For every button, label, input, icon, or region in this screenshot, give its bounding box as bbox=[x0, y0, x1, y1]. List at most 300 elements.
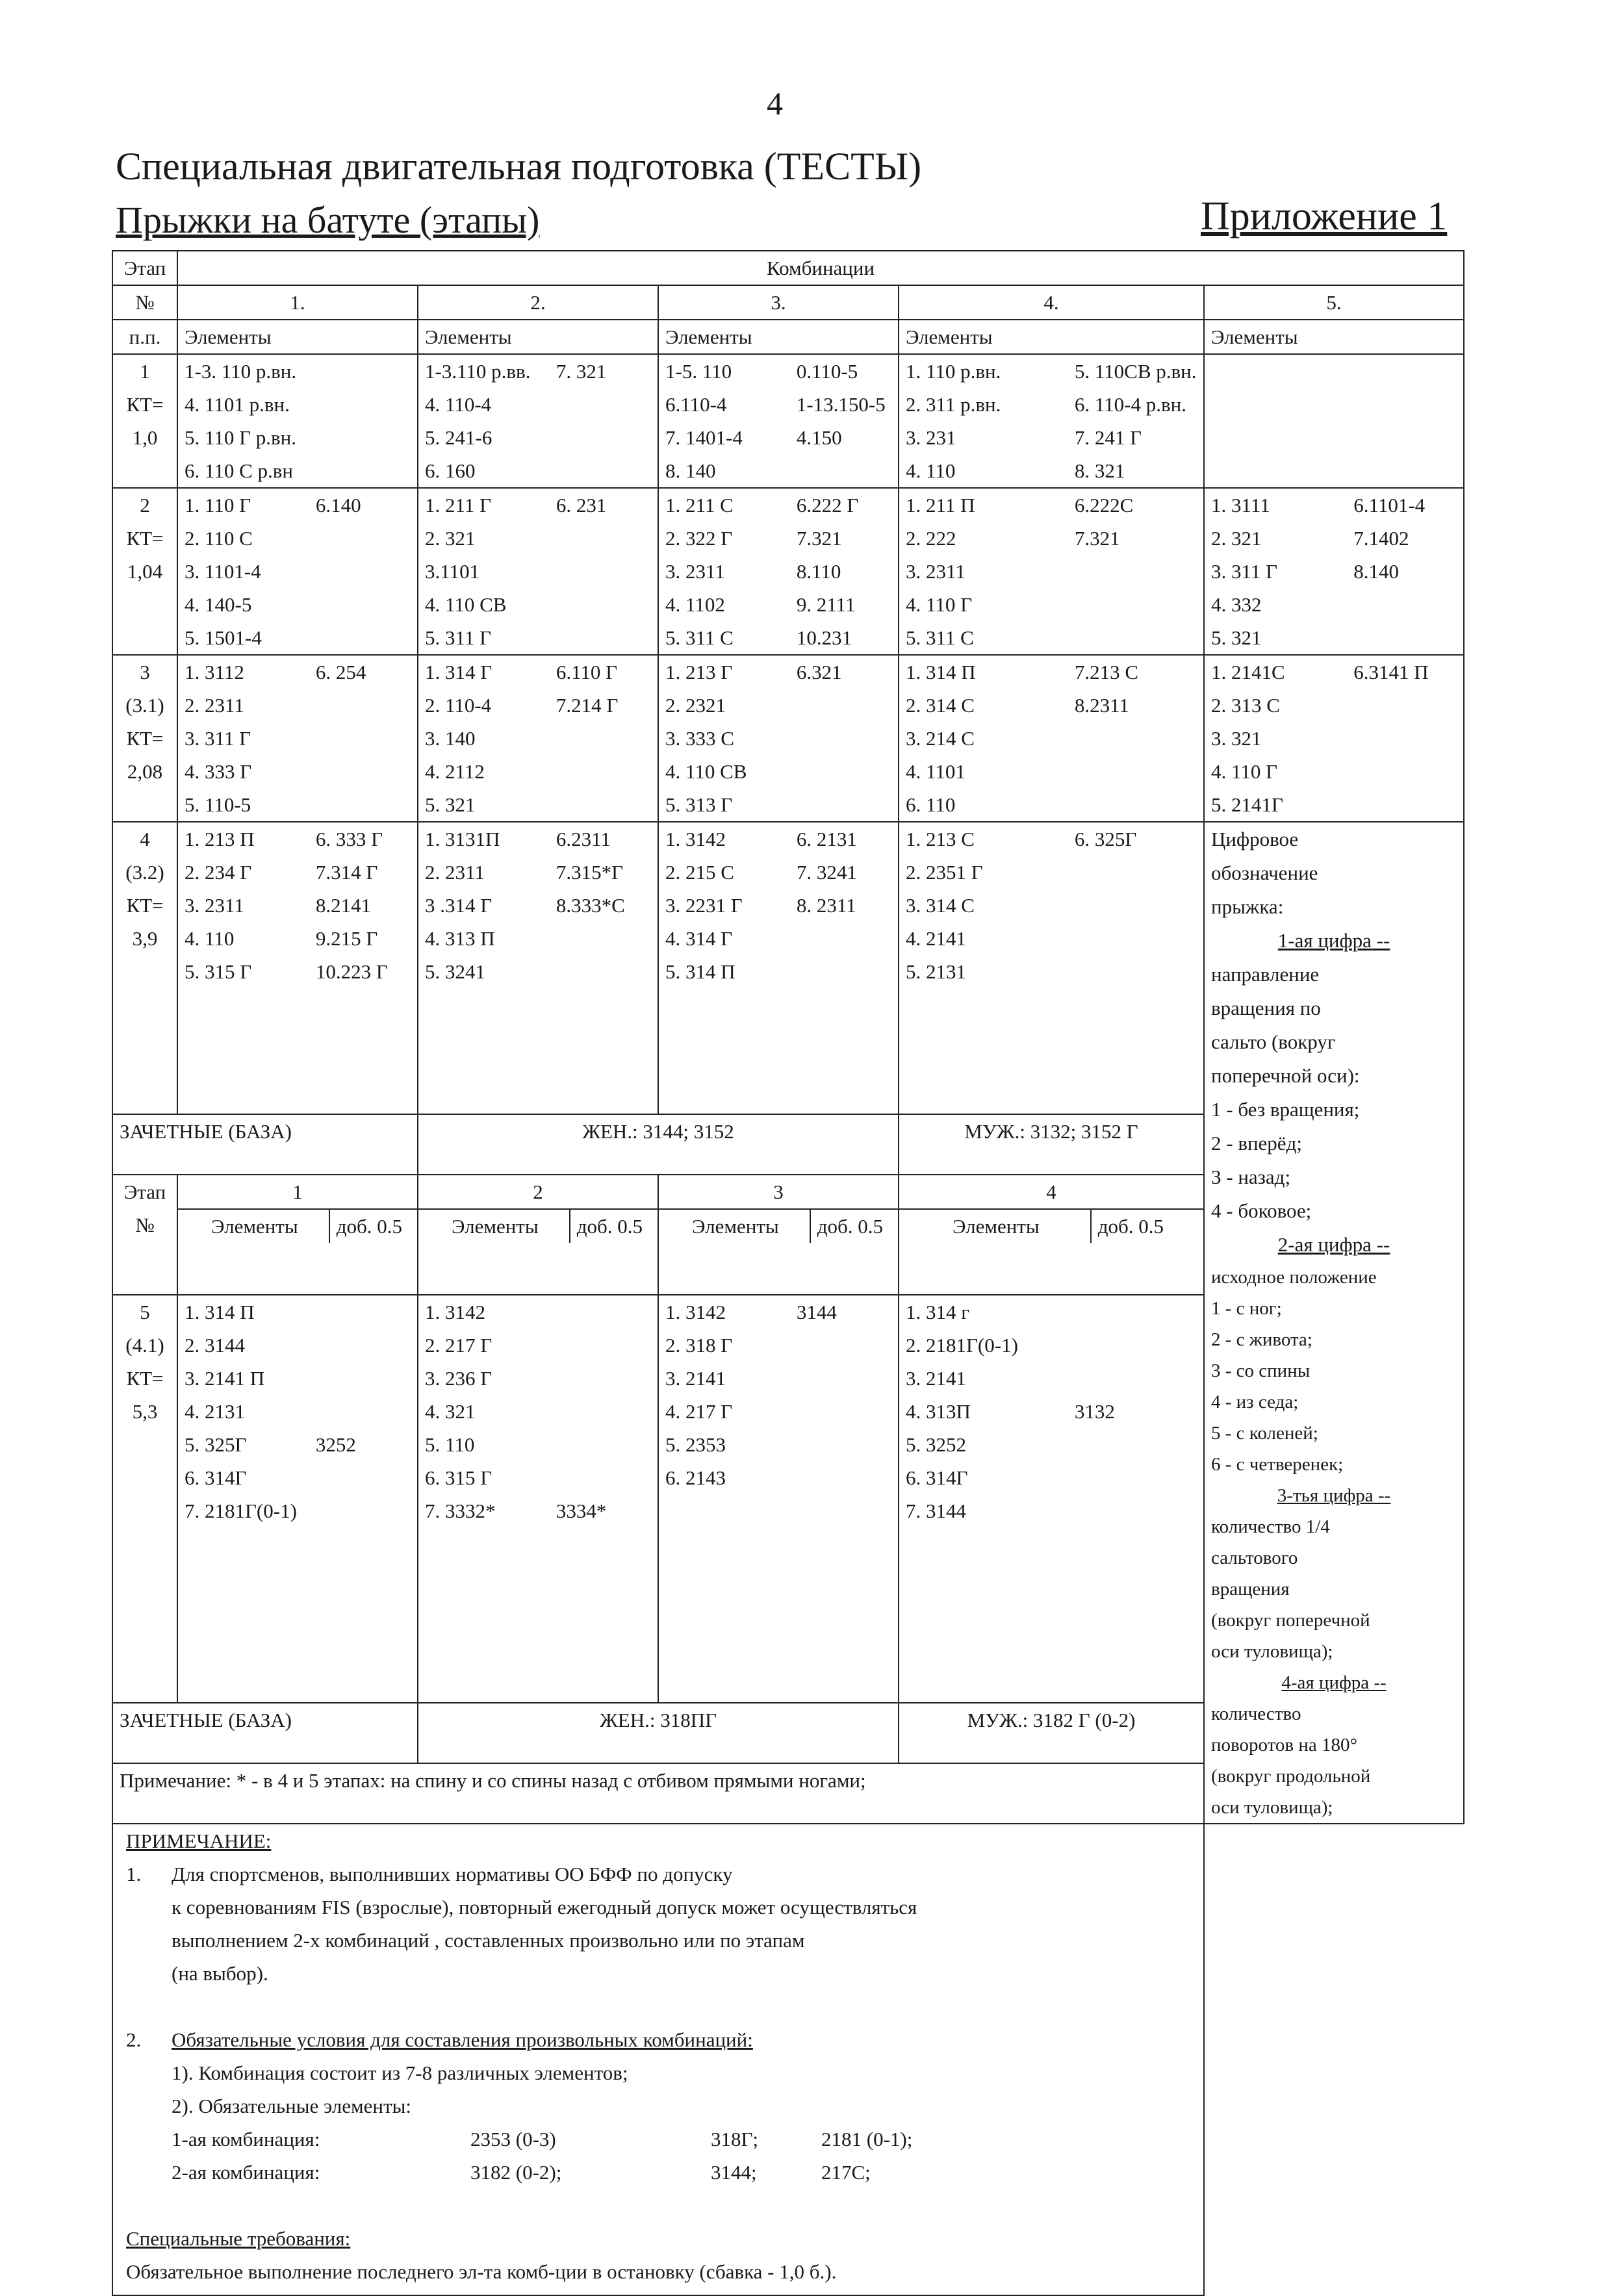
stage5-line bbox=[185, 1461, 411, 1494]
stage-line bbox=[425, 489, 651, 522]
elements-label: Элементы bbox=[1204, 320, 1464, 354]
stage-line bbox=[665, 421, 891, 454]
element-code: 1. 3142 bbox=[425, 1301, 485, 1324]
element-code: 5. 313 Г bbox=[665, 793, 733, 816]
page-subtitle: Прыжки на батуте (этапы) bbox=[116, 199, 540, 241]
element-code: 1. 211 П bbox=[906, 494, 975, 517]
spacer bbox=[126, 2189, 1190, 2222]
element-code: 1. 110 Г bbox=[185, 494, 251, 517]
element-code: 9.215 Г bbox=[315, 927, 378, 950]
element-code: 4. 333 Г bbox=[185, 760, 252, 783]
legend-line: 1-ая цифра -- bbox=[1277, 929, 1390, 952]
stage-label-line: (4.1) bbox=[125, 1334, 164, 1357]
element-code: 1. 3111 bbox=[1211, 494, 1270, 517]
stage-cell bbox=[1204, 488, 1464, 655]
stage-line bbox=[906, 522, 1197, 555]
header-pp: п.п. bbox=[112, 320, 177, 354]
zach-women: ЖЕН.: 318ПГ bbox=[418, 1703, 899, 1763]
combo-number: 2. bbox=[418, 285, 658, 320]
stage5-line bbox=[185, 1329, 411, 1362]
legend-line: обозначение bbox=[1211, 861, 1318, 884]
combo-number: 2 bbox=[533, 1180, 543, 1203]
element-code: 5. 315 Г bbox=[185, 960, 252, 983]
stage-line bbox=[425, 755, 651, 788]
element-code: 4.150 bbox=[796, 426, 842, 449]
legend-line: 4 - из седа; bbox=[1211, 1392, 1299, 1412]
element-code: 3. 2311 bbox=[665, 560, 725, 583]
element-code: 2. 2311 bbox=[425, 861, 485, 884]
remark-1-text bbox=[172, 1857, 917, 1990]
element-code: 7.1402 bbox=[1353, 527, 1409, 550]
stage5-line bbox=[906, 1329, 1197, 1362]
stage-line bbox=[425, 588, 651, 621]
element-code: 3. 214 С bbox=[906, 727, 975, 750]
stage-line bbox=[1211, 522, 1457, 555]
stage5-line bbox=[425, 1295, 651, 1329]
element-code: 4. 110 СВ bbox=[425, 593, 507, 616]
element-code: 7. 3144 bbox=[906, 1499, 966, 1523]
element-code: 5. 110СВ р.вн. bbox=[1074, 360, 1197, 383]
page-number: 4 bbox=[767, 85, 783, 121]
stage-line bbox=[1211, 489, 1457, 522]
element-code: 5. 325Г bbox=[185, 1433, 247, 1457]
combo-number: 4. bbox=[899, 285, 1204, 320]
stage5-line bbox=[906, 1494, 1197, 1527]
element-code: 6. 325Г bbox=[1074, 828, 1137, 850]
stage-line bbox=[665, 722, 891, 755]
element-code: 3. 333 С bbox=[665, 727, 734, 750]
remark-line: к соревнованиям FIS (взрослые), повторный ежегодный допуск может осуществляться bbox=[172, 1896, 917, 1919]
stage-label-line: 1,04 bbox=[127, 560, 163, 583]
remark-2 bbox=[126, 2023, 1190, 2189]
mandatory-combination bbox=[172, 2156, 1016, 2189]
element-code: 4. 1101 bbox=[906, 760, 966, 783]
stage-line bbox=[665, 454, 891, 487]
remark-line: Для спортсменов, выполнивших нормативы ОО БФФ по допуску bbox=[172, 1863, 733, 1885]
stage-line bbox=[906, 489, 1197, 522]
header-stage: Этап bbox=[112, 251, 177, 285]
element-code: 4. 2141 bbox=[906, 927, 966, 950]
stage-line bbox=[906, 588, 1197, 621]
legend-line: 6 - с четверенек; bbox=[1211, 1454, 1344, 1475]
zach-men: МУЖ.: 3132; 3152 Г bbox=[899, 1114, 1204, 1175]
stage-line bbox=[665, 588, 891, 621]
stage-line bbox=[906, 889, 1197, 922]
stage-line bbox=[425, 922, 651, 955]
element-code: 6.3141 П bbox=[1353, 661, 1429, 683]
element-code: 5. 311 С bbox=[906, 626, 974, 649]
element-code: 7. 3332* bbox=[425, 1499, 496, 1523]
element-code: 1. 3131П bbox=[425, 828, 500, 850]
stage-label-line: 1,0 bbox=[132, 426, 158, 449]
stage-line bbox=[665, 388, 891, 421]
stage-line bbox=[665, 522, 891, 555]
stage-line bbox=[185, 922, 411, 955]
element-code: 8.2141 bbox=[315, 894, 372, 917]
element-code: 1-3.110 р.вв. bbox=[425, 360, 531, 383]
element-code: 0.110-5 bbox=[796, 360, 858, 383]
element-code: 2. 110 С bbox=[185, 527, 253, 550]
element-code: 2. 110-4 bbox=[425, 694, 492, 717]
element-code: 6.2311 bbox=[556, 828, 611, 850]
element-code: 4. 332 bbox=[1211, 593, 1262, 616]
element-code: 3132 bbox=[1074, 1400, 1115, 1423]
stage-line bbox=[665, 689, 891, 722]
stage-label-line: (3.2) bbox=[125, 861, 164, 884]
stage-line bbox=[425, 555, 651, 588]
element-code: 7.214 Г bbox=[556, 694, 619, 717]
stage5-line bbox=[185, 1295, 411, 1329]
element-code: 3. 2141 П bbox=[185, 1367, 265, 1390]
element-code: 2. 2321 bbox=[665, 694, 726, 717]
combination-item: 217С; bbox=[821, 2161, 871, 2184]
stage-line bbox=[185, 689, 411, 722]
stage-line bbox=[665, 955, 891, 988]
element-code: 6.1101-4 bbox=[1353, 494, 1426, 517]
element-code: 8.140 bbox=[1353, 560, 1399, 583]
combo-number: 4 bbox=[1046, 1180, 1056, 1203]
stage-line bbox=[185, 788, 411, 821]
stage-line bbox=[425, 421, 651, 454]
remark-number: 1. bbox=[126, 1863, 142, 1885]
combo-subheader bbox=[899, 1208, 1203, 1243]
element-code: 1. 3142 bbox=[665, 828, 726, 850]
stage-line bbox=[665, 755, 891, 788]
stage-line bbox=[185, 388, 411, 421]
stage5-combo-head bbox=[658, 1175, 899, 1295]
stage-label-line: КТ= bbox=[126, 393, 164, 416]
element-code: 3. 311 Г bbox=[185, 727, 251, 750]
legend-line: 2-ая цифра -- bbox=[1277, 1233, 1390, 1256]
stage-cell bbox=[658, 488, 899, 655]
element-code: 5. 2141Г bbox=[1211, 793, 1283, 816]
element-code: 3252 bbox=[315, 1433, 356, 1457]
legend-line: 4-ая цифра -- bbox=[1281, 1672, 1387, 1693]
stage5-cell bbox=[899, 1295, 1204, 1703]
element-code: 5. 311 Г bbox=[425, 626, 492, 649]
stage-line bbox=[665, 788, 891, 821]
combination-item: 3144; bbox=[711, 2161, 757, 2184]
element-code: 3. 2231 Г bbox=[665, 894, 743, 917]
legend-line: 2 - с живота; bbox=[1211, 1329, 1312, 1350]
stage-line bbox=[665, 656, 891, 689]
element-code: 4. 217 Г bbox=[665, 1400, 733, 1423]
element-code: 6. 333 Г bbox=[315, 828, 383, 850]
element-code: 3. 321 bbox=[1211, 727, 1262, 750]
stage-cell bbox=[177, 655, 418, 822]
element-code: 6.321 bbox=[796, 661, 842, 683]
element-code: 1. 211 С bbox=[665, 494, 734, 517]
stage-line bbox=[425, 856, 651, 889]
stage5-line bbox=[425, 1362, 651, 1395]
element-code: 4. 140-5 bbox=[185, 593, 252, 616]
legend-line: 3-тья цифра -- bbox=[1277, 1485, 1391, 1506]
stage-label-line: 1 bbox=[140, 360, 150, 383]
element-code: 7. 321 bbox=[556, 360, 607, 383]
combination-item: 1-ая комбинация: bbox=[172, 2128, 320, 2150]
legend-line: (вокруг поперечной bbox=[1211, 1610, 1370, 1631]
side-legend bbox=[1204, 822, 1464, 1824]
legend-line: вращения bbox=[1211, 1579, 1290, 1600]
element-code: 5. 241-6 bbox=[425, 426, 493, 449]
element-code: 2. 234 Г bbox=[185, 861, 252, 884]
stage5-line bbox=[185, 1362, 411, 1395]
zach-base-label: ЗАЧЕТНЫЕ (БАЗА) bbox=[112, 1114, 418, 1175]
stage-label-line: 5,3 bbox=[132, 1400, 158, 1423]
element-code: 8.2311 bbox=[1074, 694, 1129, 717]
legend-line: Цифровое bbox=[1211, 828, 1299, 850]
stage5-combo-head bbox=[418, 1175, 658, 1295]
stage-line bbox=[906, 755, 1197, 788]
stage5-combo-head bbox=[177, 1175, 418, 1295]
element-code: 6. 160 bbox=[425, 459, 476, 482]
element-code: 4. 110 bbox=[906, 459, 956, 482]
element-code: 10.231 bbox=[796, 626, 852, 649]
stage-line bbox=[185, 889, 411, 922]
stage-cell bbox=[177, 354, 418, 488]
stage-line bbox=[906, 856, 1197, 889]
stage-line bbox=[1211, 755, 1457, 788]
element-code: 1. 213 С bbox=[906, 828, 975, 850]
stage5-line bbox=[665, 1295, 891, 1329]
element-code: 4. 313 П bbox=[425, 927, 495, 950]
stage-line bbox=[906, 823, 1197, 856]
stages-table bbox=[112, 250, 1465, 2296]
stage-line bbox=[425, 355, 651, 388]
elements-label: Элементы bbox=[658, 320, 899, 354]
element-code: 6. 231 bbox=[556, 494, 607, 517]
stage-line bbox=[1211, 656, 1457, 689]
element-code: 3.1101 bbox=[425, 560, 480, 583]
element-code: 7.321 bbox=[796, 527, 842, 550]
element-code: 7. 3241 bbox=[796, 861, 857, 884]
element-code: 2. 222 bbox=[906, 527, 956, 550]
combo-number: 5. bbox=[1204, 285, 1464, 320]
element-code: 3334* bbox=[556, 1499, 607, 1523]
stage-line bbox=[185, 555, 411, 588]
stage-line bbox=[665, 355, 891, 388]
element-code: 6. 110 bbox=[906, 793, 956, 816]
stage-label bbox=[112, 1295, 177, 1703]
stage-line bbox=[425, 689, 651, 722]
element-code: 5. 3252 bbox=[906, 1433, 966, 1457]
remark-line: (на выбор). bbox=[172, 1962, 268, 1985]
element-code: 6.222С bbox=[1074, 494, 1134, 517]
stage-line bbox=[906, 788, 1197, 821]
element-code: 6.110 Г bbox=[556, 661, 618, 683]
element-code: 4. 314 Г bbox=[665, 927, 733, 950]
stage-cell bbox=[177, 822, 418, 1114]
element-code: 8. 140 bbox=[665, 459, 716, 482]
element-code: 3. 140 bbox=[425, 727, 476, 750]
legend-line: сальтового bbox=[1211, 1548, 1298, 1568]
legend-line: 2 - вперёд; bbox=[1211, 1132, 1302, 1154]
elements-label: Элементы bbox=[425, 1210, 570, 1243]
stage-line bbox=[906, 421, 1197, 454]
element-code: 1-3. 110 р.вн. bbox=[185, 360, 297, 383]
stage-line bbox=[665, 922, 891, 955]
legend-line: оси туловища); bbox=[1211, 1641, 1333, 1662]
stage-line bbox=[1211, 588, 1457, 621]
stage-line bbox=[906, 922, 1197, 955]
mandatory-combination bbox=[172, 2123, 1016, 2156]
element-code: 1-5. 110 bbox=[665, 360, 732, 383]
legend-line: вращения по bbox=[1211, 997, 1321, 1019]
stage5-line bbox=[425, 1395, 651, 1428]
element-code: 2. 321 bbox=[425, 527, 476, 550]
legend-line: 1 - с ног; bbox=[1211, 1298, 1282, 1319]
stage-line bbox=[906, 388, 1197, 421]
stage-label-line: 3,9 bbox=[132, 927, 158, 950]
element-code: 5. 110-5 bbox=[185, 793, 251, 816]
element-code: 2. 2311 bbox=[185, 694, 244, 717]
element-code: 2. 217 Г bbox=[425, 1334, 493, 1357]
elements-label: Элементы bbox=[177, 320, 418, 354]
stage5-line bbox=[185, 1428, 411, 1461]
element-code: 4. 1102 bbox=[665, 593, 725, 616]
element-code: 4. 1101 р.вн. bbox=[185, 393, 290, 416]
stage-label-line: 2 bbox=[140, 494, 150, 517]
stage-cell bbox=[418, 655, 658, 822]
element-code: 1. 314 г bbox=[906, 1301, 969, 1324]
stage5-cell bbox=[658, 1295, 899, 1703]
stage-cell bbox=[418, 488, 658, 655]
stage-line bbox=[185, 755, 411, 788]
stage-cell bbox=[177, 488, 418, 655]
remarks-block bbox=[112, 1824, 1204, 2295]
stage-line bbox=[906, 621, 1197, 654]
legend-line: исходное положение bbox=[1211, 1267, 1377, 1288]
element-code: 7. 2181Г(0-1) bbox=[185, 1499, 297, 1523]
stage-line bbox=[185, 355, 411, 388]
remark-line: выполнением 2-х комбинаций , составленных произвольно или по этапам bbox=[172, 1929, 805, 1952]
stage-label bbox=[112, 655, 177, 822]
stage-line bbox=[906, 955, 1197, 988]
stage-line bbox=[906, 689, 1197, 722]
stage5-header-line: № bbox=[135, 1213, 155, 1236]
stage-line bbox=[185, 722, 411, 755]
element-code: 5. 321 bbox=[425, 793, 476, 816]
stage-line bbox=[425, 823, 651, 856]
legend-line: 4 - боковое; bbox=[1211, 1199, 1312, 1222]
stage-line bbox=[425, 454, 651, 487]
legend-line: (вокруг продольной bbox=[1211, 1766, 1371, 1787]
header-combinations: Комбинации bbox=[177, 251, 1464, 285]
element-code: 4. 110 Г bbox=[906, 593, 973, 616]
elements-label: Элементы bbox=[185, 1210, 330, 1243]
element-code: 1. 314 П bbox=[185, 1301, 255, 1324]
element-code: 3. 236 Г bbox=[425, 1367, 493, 1390]
element-code: 1. 110 р.вн. bbox=[906, 360, 1001, 383]
zach-women: ЖЕН.: 3144; 3152 bbox=[418, 1114, 899, 1175]
stage-line bbox=[906, 656, 1197, 689]
element-code: 8.110 bbox=[796, 560, 841, 583]
stage5-header-stage bbox=[112, 1175, 177, 1295]
remark-line: 1). Комбинация состоит из 7-8 различных элементов; bbox=[172, 2061, 628, 2084]
stage-line bbox=[906, 722, 1197, 755]
stage5-line bbox=[425, 1461, 651, 1494]
elements-label: Элементы bbox=[665, 1210, 811, 1243]
stage-line bbox=[665, 621, 891, 654]
stage-line bbox=[425, 955, 651, 988]
element-code: 4. 2131 bbox=[185, 1400, 245, 1423]
element-code: 7.314 Г bbox=[315, 861, 378, 884]
element-code: 3 .314 Г bbox=[425, 894, 493, 917]
stage5-line bbox=[906, 1295, 1197, 1329]
stage-cell bbox=[1204, 354, 1464, 488]
stage5-line bbox=[425, 1494, 651, 1527]
add-label: доб. 0.5 bbox=[817, 1214, 884, 1238]
element-code: 6. 254 bbox=[315, 661, 366, 683]
element-code: 3. 2141 bbox=[665, 1367, 726, 1390]
element-code: 6. 2131 bbox=[796, 828, 857, 850]
element-code: 1. 213 П bbox=[185, 828, 255, 850]
element-code: 6.110-4 bbox=[665, 393, 727, 416]
element-code: 2. 2351 Г bbox=[906, 861, 983, 884]
element-code: 10.223 Г bbox=[315, 960, 388, 983]
element-code: 4. 313П bbox=[906, 1400, 971, 1423]
element-code: 5. 314 П bbox=[665, 960, 736, 983]
element-code: 4. 110 СВ bbox=[665, 760, 747, 783]
element-code: 2. 3144 bbox=[185, 1334, 245, 1357]
asterisk-note: Примечание: * - в 4 и 5 этапах: на спину и со спины назад с отбивом прямыми ногами; bbox=[112, 1763, 1204, 1824]
element-code: 6.140 bbox=[315, 494, 361, 517]
remark-2-text bbox=[172, 2023, 1016, 2189]
legend-line: количество 1/4 bbox=[1211, 1516, 1330, 1537]
element-code: 5. 110 Г р.вн. bbox=[185, 426, 296, 449]
stage-label bbox=[112, 354, 177, 488]
element-code: 2. 215 С bbox=[665, 861, 734, 884]
combo-number: 1 bbox=[292, 1180, 303, 1203]
stage-cell bbox=[899, 822, 1204, 1114]
combination-item: 318Г; bbox=[711, 2128, 759, 2150]
stage5-line bbox=[185, 1494, 411, 1527]
legend-line: поворотов на 180° bbox=[1211, 1735, 1358, 1755]
element-code: 4. 110 Г bbox=[1211, 760, 1278, 783]
element-code: 2. 311 р.вн. bbox=[906, 393, 1001, 416]
zach-men: МУЖ.: 3182 Г (0-2) bbox=[899, 1703, 1204, 1763]
element-code: 3. 2311 bbox=[185, 894, 244, 917]
stage-label bbox=[112, 822, 177, 1114]
element-code: 1. 211 Г bbox=[425, 494, 492, 517]
page-title: Специальная двигательная подготовка (ТЕСТЫ) bbox=[116, 145, 922, 188]
stage-line bbox=[906, 555, 1197, 588]
stage-line bbox=[1211, 555, 1457, 588]
stage-cell bbox=[899, 655, 1204, 822]
remark-line: 2). Обязательные элементы: bbox=[172, 2095, 411, 2117]
element-code: 3. 2311 bbox=[906, 560, 966, 583]
stage-line bbox=[425, 621, 651, 654]
element-code: 3. 2141 bbox=[906, 1367, 966, 1390]
element-code: 1. 314 Г bbox=[425, 661, 493, 683]
combination-item: 2181 (0-1); bbox=[821, 2128, 913, 2150]
stage-line bbox=[425, 722, 651, 755]
element-code: 6. 314Г bbox=[185, 1466, 247, 1490]
stage-label-line: 5 bbox=[140, 1301, 150, 1324]
combo-number: 1. bbox=[177, 285, 418, 320]
special-requirements-text: Обязательное выполнение последнего эл-та комб-ции в остановку (сбавка - 1,0 б.). bbox=[126, 2260, 837, 2283]
stage-line bbox=[1211, 788, 1457, 821]
special-requirements-heading: Специальные требования: bbox=[126, 2227, 351, 2250]
stage-cell bbox=[658, 655, 899, 822]
element-code: 7. 1401-4 bbox=[665, 426, 743, 449]
stage-line bbox=[185, 856, 411, 889]
stage5-line bbox=[906, 1395, 1197, 1428]
stage-label-line: КТ= bbox=[126, 527, 164, 550]
element-code: 4. 110-4 bbox=[425, 393, 492, 416]
elements-label: Элементы bbox=[906, 1210, 1092, 1243]
stage5-line bbox=[906, 1362, 1197, 1395]
